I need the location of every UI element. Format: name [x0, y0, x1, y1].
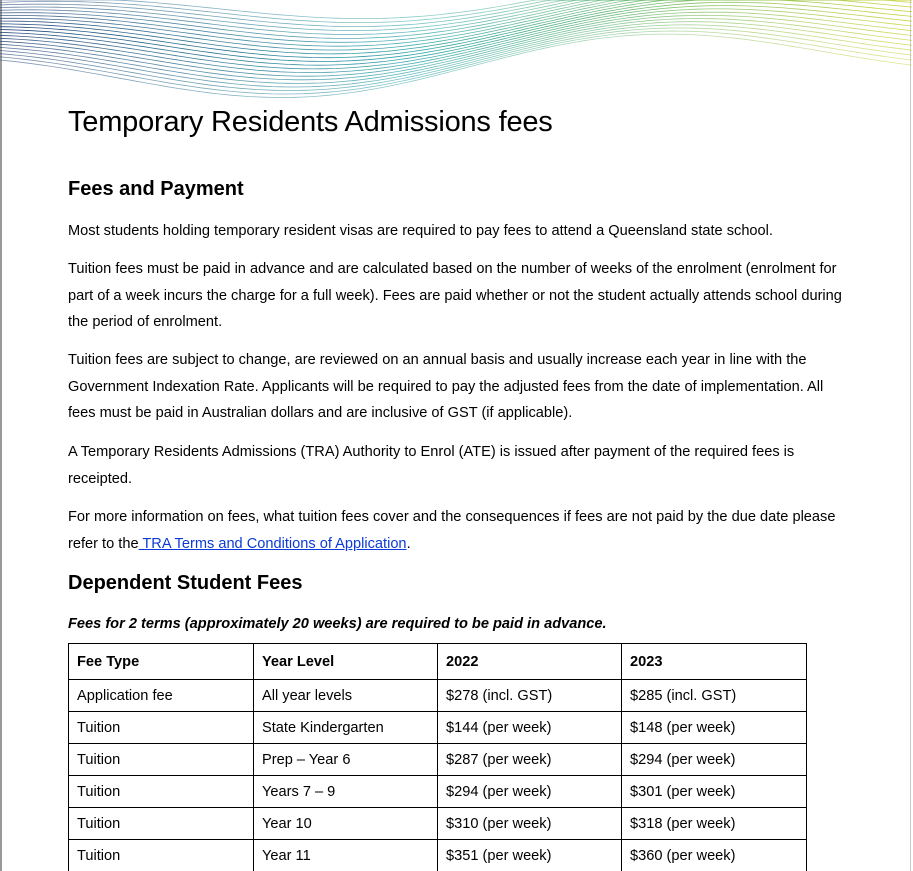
cell-2022: $351 (per week) [438, 840, 622, 871]
cell-fee-type: Tuition [69, 712, 254, 744]
cell-year-level: Year 10 [254, 808, 438, 840]
header-2023: 2023 [622, 644, 807, 680]
cell-2023: $318 (per week) [622, 808, 807, 840]
table-header-row [69, 644, 807, 680]
header-2022: 2022 [438, 644, 622, 680]
wave-line [0, 31, 912, 94]
table-row [69, 776, 807, 808]
cell-2022: $294 (per week) [438, 776, 622, 808]
header-year-level: Year Level [254, 644, 438, 680]
cell-2022: $287 (per week) [438, 744, 622, 776]
cell-fee-type: Application fee [69, 680, 254, 712]
cell-year-level: Prep – Year 6 [254, 744, 438, 776]
cell-2022: $278 (incl. GST) [438, 680, 622, 712]
cell-2023: $148 (per week) [622, 712, 807, 744]
section-heading-fees-payment: Fees and Payment [68, 178, 244, 200]
table-row [69, 712, 807, 744]
cell-year-level: Years 7 – 9 [254, 776, 438, 808]
cell-2023: $301 (per week) [622, 776, 807, 808]
fees-table [68, 643, 807, 871]
paragraph-tuition-advance: Tuition fees must be paid in advance and are calculated based on the number of weeks of the enrolment (enrolment for part of a week incurs the charge for a full week). Fees are paid whether or not the student actually attends school during the period of enrolment. [68, 261, 842, 330]
cell-year-level: Year 11 [254, 840, 438, 871]
table-row [69, 744, 807, 776]
cell-2023: $360 (per week) [622, 840, 807, 871]
table-row [69, 808, 807, 840]
cell-fee-type: Tuition [69, 840, 254, 871]
page-title: Temporary Residents Admissions fees [68, 106, 553, 138]
table-row [69, 680, 807, 712]
cell-2023: $285 (incl. GST) [622, 680, 807, 712]
advance-payment-note: Fees for 2 terms (approximately 20 weeks) are required to be paid in advance. [68, 616, 607, 632]
header-fee-type: Fee Type [69, 644, 254, 680]
wave-line [0, 12, 912, 73]
more-info-period: . [406, 535, 411, 552]
cell-2022: $144 (per week) [438, 712, 622, 744]
cell-fee-type: Tuition [69, 776, 254, 808]
cell-2022: $310 (per week) [438, 808, 622, 840]
cell-fee-type: Tuition [69, 744, 254, 776]
paragraph-ate: A Temporary Residents Admissions (TRA) Authority to Enrol (ATE) is issued after payment of the required fees is receipted. [68, 444, 795, 487]
decorative-wave-banner [0, 0, 913, 120]
cell-year-level: State Kindergarten [254, 712, 438, 744]
paragraph-fee-changes: Tuition fees are subject to change, are reviewed on an annual basis and usually increase each year in line with the Government Indexation Rate. Applicants will be required to pay the adjusted fees from the date of implementation. All fees must be paid in Australian dollars and are inclusive of GST (if applicable). [68, 352, 824, 421]
paragraph-visa-fees: Most students holding temporary resident visas are required to pay fees to attend a Queensland state school. [68, 223, 773, 239]
wave-line [0, 0, 912, 42]
cell-2023: $294 (per week) [622, 744, 807, 776]
cell-year-level: All year levels [254, 680, 438, 712]
section-heading-dependent-fees: Dependent Student Fees [68, 572, 303, 594]
table-row [69, 840, 807, 871]
cell-fee-type: Tuition [69, 808, 254, 840]
more-info-text: For more information on fees, what tuition fees cover and the consequences if fees are not paid by the due date please refer to the [68, 509, 836, 552]
tra-terms-link[interactable]: TRA Terms and Conditions of Application [138, 535, 407, 552]
paragraph-more-info [68, 504, 848, 557]
